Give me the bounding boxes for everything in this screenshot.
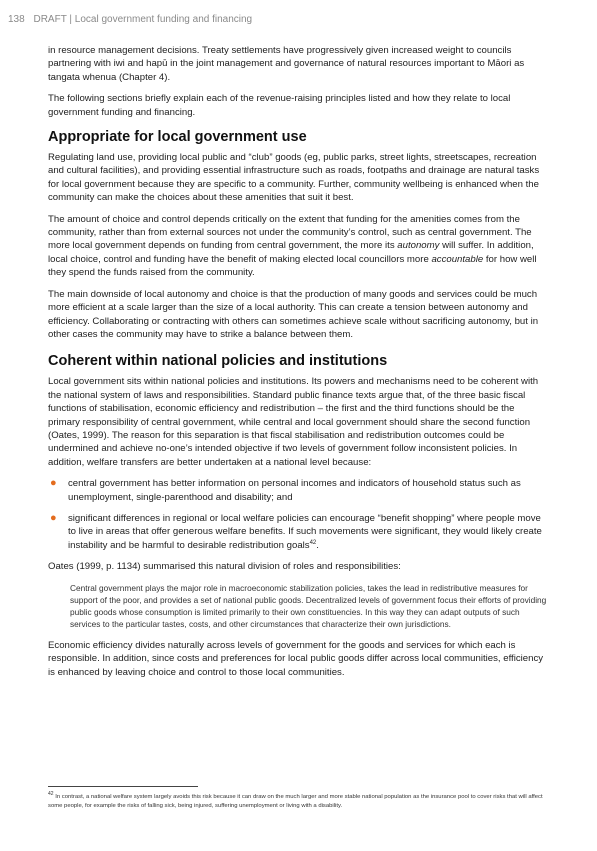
bullet-icon: ● [50,511,57,524]
heading-appropriate: Appropriate for local government use [48,129,307,146]
downside-paragraph: The main downside of local autonomy and choice is that the production of many goods and services could be much more efficient at a scale larger than the size of a local authority. This can create a tension between autonomy and efficiency. Collaborating or contracting with others can sometimes achieve scale without sacrificing autonomy, but in other cases the community may have to strike a balance between them. [48,288,539,340]
footnote-divider [48,786,198,787]
list-item [48,512,548,552]
bullet-text: central government has better information on personal incomes and indicators of household status such as unemployment, single-parenthood and disability; and [68,478,521,503]
footnote-number: 42 [48,791,54,798]
running-header [8,14,252,25]
accountable-emphasis: accountable [431,253,484,265]
bullet-period: . [316,539,319,551]
running-title: DRAFT | Local government funding and financing [33,14,253,25]
choice-text-a: The amount of choice and control depends critically on the extent that funding for the amenities comes from the community, rather than from external sources not under the community’s control, such as central government. The more local government depends on funding from central government, the more its [48,213,532,252]
economic-paragraph: Economic efficiency divides naturally across levels of government for the goods and services for which each is responsible. In addition, since costs and preferences for local public goods differ across local communities, efficiency is enhanced by leaving choice and control to those local communities. [48,639,544,678]
list-item [48,477,548,504]
following-paragraph: The following sections briefly explain each of the revenue-raising principles listed and how they relate to local government funding and financing. [48,93,511,118]
heading-coherent: Coherent within national policies and institutions [48,353,388,370]
bullet-list [48,477,548,552]
page-body [48,44,548,687]
autonomy-emphasis: autonomy [397,240,440,252]
block-quote: Central government plays the major role in macroeconomic stabilization policies, takes the lead in redistributive measures for support of the poor, and provides a set of national public goods. Decentralized levels of government focus their efforts of providing public goods whose consumption is limited primarily to their own constituencies. In this way they can adapt outputs of such services to the particular tastes, costs, and other circumstances that characterize their own jurisdictions. [70,582,547,630]
choice-text-b: will suffer. In addition, local choice, control and funding have the benefit of making elected local councillors more [48,240,534,265]
regulating-paragraph: Regulating land use, providing local public and “club” goods (eg, public parks, street lights, streetscapes, recreation and cultural facilities), and providing essential infrastructure such as roads, footpaths and drainage are natural tasks for local government because they are specific to a community. Further, community wellbeing is enhanced when the community can make the choices about these amenities that suit it best. [48,152,540,204]
footnote [48,793,548,811]
footnote-text: In contrast, a national welfare system largely avoids this risk because it can draw on the much larger and more stable national population as the insurance pool to cover risks that will affect some people, for example the risks of falling sick, being injured, suffering unemployment or living with a disability. [48,794,543,809]
oates-paragraph: Oates (1999, p. 1134) summarised this natural division of roles and responsibilities: [48,561,401,573]
choice-text-c: for how well they spend the funds raised from the community. [48,253,537,279]
intro-paragraph: in resource management decisions. Treaty settlements have progressively given increased weight to councils partnering with iwi and hapū in the joint management and governance of natural resources important to Māori as tangata whenua (Chapter 4). [48,45,525,83]
choice-paragraph [48,213,548,280]
coherent-paragraph: Local government sits within national policies and institutions. Its powers and mechanisms need to be coherent with the national system of laws and responsibilities. Standard public finance texts argue that, of the three basic fiscal functions of stabilisation, economic efficiency and redistribution – the first and the third functions should be the primary responsibility of central government, while central and local government should share the second function (Oates, 1999). The reason for this separation is that fiscal stabilisation and redistribution outcomes could be undermined and achieve no-one’s intended objective if two levels of government follow inconsistent policies. In addition, welfare transfers are better undertaken at a national level because: [48,376,539,468]
page-number: 138 [8,14,25,25]
bullet-text: significant differences in regional or local welfare policies can encourage “benefit shopping” where people move to live in areas that offer generous welfare benefits. If such movements were significant, they would likely create instability and be harmful to desirable redistribution goals [68,512,542,551]
bullet-icon: ● [50,477,57,490]
footnote-reference[interactable]: 42 [309,539,317,546]
